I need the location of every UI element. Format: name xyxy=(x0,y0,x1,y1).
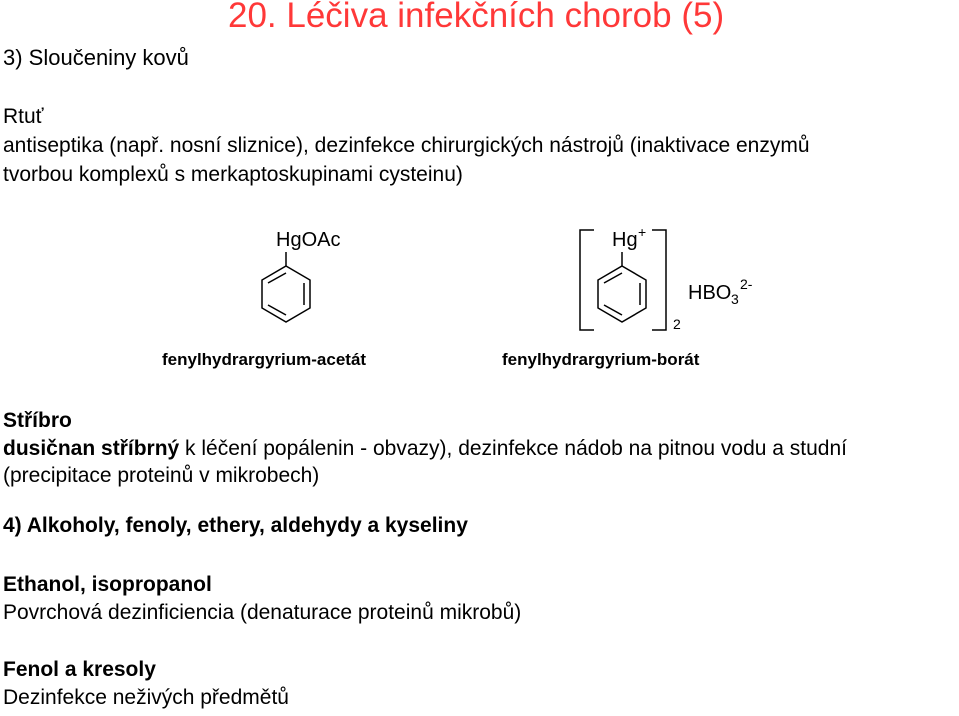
section-heading-metals: 3) Sloučeniny kovů xyxy=(3,45,189,70)
silver-text-line2: (precipitace proteinů v mikrobech) xyxy=(3,464,320,487)
plus-charge: + xyxy=(638,224,647,240)
silver-nitrate-term: dusičnan stříbrný xyxy=(3,437,180,460)
borate-caption: fenylhydrargyrium-borát xyxy=(502,350,700,369)
mercury-text-line1: antiseptika (např. nosní sliznice), dezinfekce chirurgických nástrojů (inaktivace enzymů xyxy=(3,134,810,157)
ethanol-text: Povrchová dezinficiencia (denaturace proteinů mikrobů) xyxy=(3,601,522,624)
hbo3-subscript: 3 xyxy=(731,291,739,307)
phenol-text: Dezinfekce neživých předmětů xyxy=(3,686,289,709)
silver-text-rest: k léčení popálenin - obvazy), dezinfekce nádob na pitnou vodu a studní xyxy=(179,437,847,460)
bracket-subscript: 2 xyxy=(673,316,681,332)
hg-cation-label: Hg xyxy=(612,229,638,251)
phenol-heading: Fenol a kresoly xyxy=(3,658,156,681)
ethanol-heading: Ethanol, isopropanol xyxy=(3,573,212,596)
hbo3-label: HBO xyxy=(688,282,732,304)
mercury-text-line2: tvorbou komplexů s merkaptoskupinami cysteinu) xyxy=(3,163,463,186)
section-heading-alcohols: 4) Alkoholy, fenoly, ethery, aldehydy a kyseliny xyxy=(3,514,468,537)
silver-heading: Stříbro xyxy=(3,409,72,432)
page-title: 20. Léčiva infekčních chorob (5) xyxy=(228,0,725,35)
hgoac-label: HgOAc xyxy=(276,229,341,251)
silver-text-line1 xyxy=(3,437,847,461)
mercury-heading: Rtuť xyxy=(3,105,44,128)
hbo3-charge: 2- xyxy=(740,276,753,292)
acetate-caption: fenylhydrargyrium-acetát xyxy=(162,350,367,369)
